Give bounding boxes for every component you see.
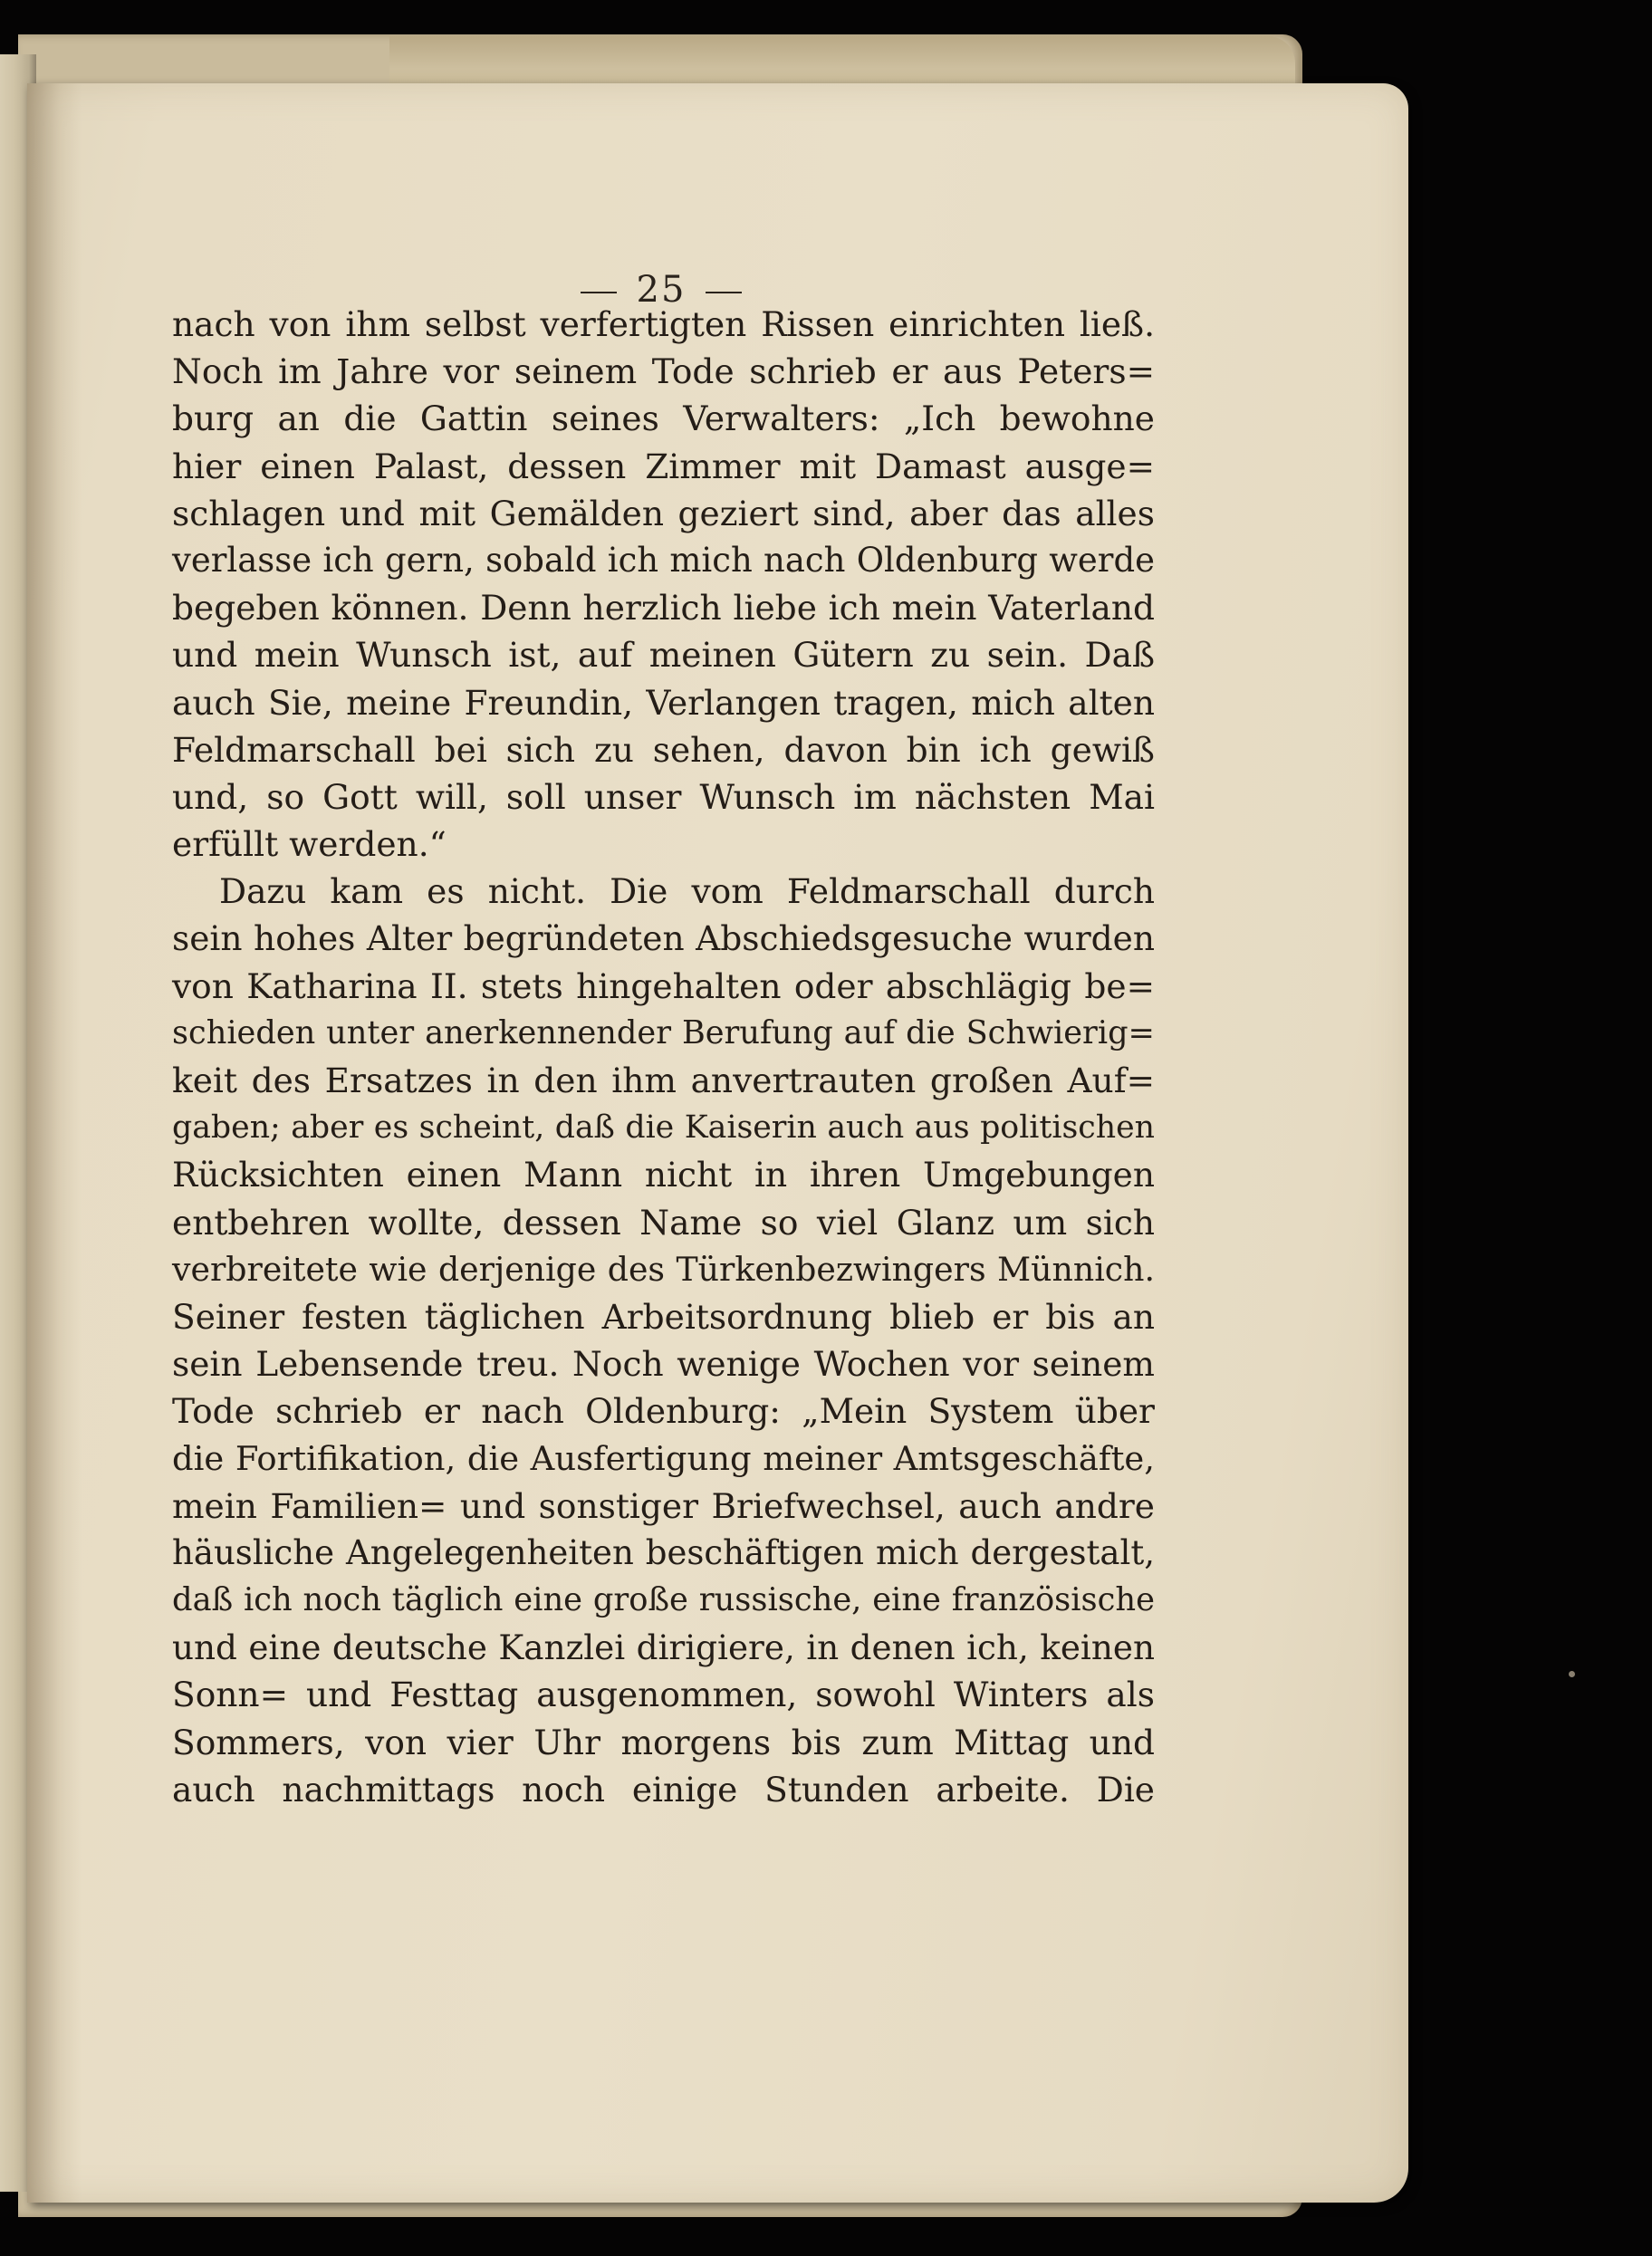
text-line: verlasse ich gern, sobald ich mich nach Oldenburg werde (172, 540, 1155, 580)
text-line: entbehren wollte, dessen Name so viel Glanz um sich (172, 1202, 1155, 1243)
text-line: die Fortifikation, die Ausfertigung meiner Amtsgeschäfte, (172, 1438, 1155, 1478)
text-line: Feldmarschall bei sich zu sehen, davon bin ich gewiß (172, 729, 1155, 770)
text-line: Noch im Jahre vor seinem Tode schrieb er aus Peters= (172, 351, 1155, 392)
text-line: sein Lebensende treu. Noch wenige Wochen vor seinem (172, 1344, 1155, 1385)
text-line: gaben; aber es scheint, daß die Kaiserin auch aus politischen (172, 1109, 1155, 1147)
text-line: begeben können. Denn herzlich liebe ich mein Vaterland (172, 588, 1155, 629)
text-line: von Katharina II. stets hingehalten oder abschlägig be= (172, 965, 1155, 1006)
text-line: erfüllt werden.“ (172, 824, 447, 865)
text-line: hier einen Palast, dessen Zimmer mit Damast ausge= (172, 446, 1155, 486)
text-line: sein hohes Alter begründeten Abschiedsgesuche wurden (172, 918, 1155, 959)
text-line: häusliche Angelegenheiten beschäftigen mich dergestalt, (172, 1532, 1155, 1572)
text-line: Tode schrieb er nach Oldenburg: „Mein System über (172, 1391, 1155, 1432)
text-line: und mein Wunsch ist, auf meinen Gütern zu sein. Daß (172, 635, 1155, 676)
text-line: keit des Ersatzes in den ihm anvertrauten großen Auf= (172, 1061, 1155, 1100)
book-top-edge (389, 36, 1295, 91)
dust-speck (1569, 1671, 1575, 1677)
text-line: verbreitete wie derjenige des Türkenbezwingers Münnich. (172, 1249, 1155, 1289)
text-line: mein Familien= und sonstiger Briefwechsel, auch andre (172, 1485, 1155, 1526)
text-line: nach von ihm selbst verfertigten Rissen einrichten ließ. (172, 304, 1155, 344)
header-dash-right (706, 292, 742, 293)
text-line: Sommers, von vier Uhr morgens bis zum Mittag und (172, 1722, 1155, 1762)
page-number: 25 (636, 269, 687, 311)
text-line: schieden unter anerkennender Berufung auf die Schwierig= (172, 1013, 1155, 1051)
text-line: Seiner festen täglichen Arbeitsordnung blieb er bis an (172, 1296, 1155, 1337)
text-line: Rücksichten einen Mann nicht in ihren Umgebungen (172, 1155, 1155, 1195)
book-page (27, 83, 1408, 2203)
text-line: burg an die Gattin seines Verwalters: „Ich bewohne (172, 398, 1155, 439)
body-text (172, 301, 1155, 1813)
text-line: auch nachmittags noch einige Stunden arbeite. Die (172, 1769, 1155, 1810)
text-line: schlagen und mit Gemälden geziert sind, aber das alles (172, 493, 1155, 533)
page-gutter-shadow (27, 83, 82, 2203)
text-line: Dazu kam es nicht. Die vom Feldmarschall durch (219, 871, 1155, 912)
text-line: Sonn= und Festtag ausgenommen, sowohl Winters als (172, 1675, 1155, 1715)
header-dash-left (581, 292, 617, 293)
text-line: und, so Gott will, soll unser Wunsch im nächsten Mai (172, 776, 1155, 817)
text-line: und eine deutsche Kanzlei dirigiere, in denen ich, keinen (172, 1627, 1155, 1668)
text-line: daß ich noch täglich eine große russische, eine französische (172, 1581, 1155, 1619)
text-line: auch Sie, meine Freundin, Verlangen tragen, mich alten (172, 682, 1155, 723)
